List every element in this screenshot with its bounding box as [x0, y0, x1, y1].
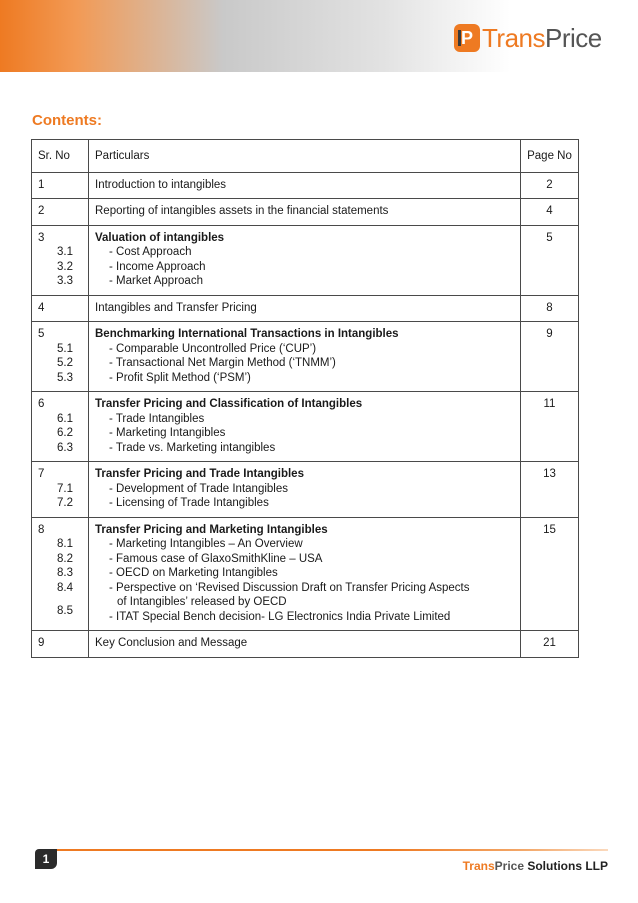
contents-table [31, 139, 579, 658]
row-numbers [32, 392, 89, 462]
transprice-logo [454, 22, 602, 54]
row-number: 6 [38, 398, 45, 410]
row-particulars [89, 392, 521, 462]
sub-item: - OECD on Marketing Intangibles [109, 567, 278, 579]
sub-number: 6.1 [57, 412, 73, 425]
row-number: 1 [32, 172, 89, 199]
row-numbers [32, 517, 89, 631]
row-title: Reporting of intangibles assets in the financial statements [89, 199, 521, 226]
sub-number: 8.5 [57, 605, 73, 617]
table-header-row [32, 140, 579, 173]
row-title: Valuation of intangibles [95, 231, 225, 244]
row-particulars [89, 517, 521, 631]
table-row [32, 225, 579, 295]
table-row [32, 172, 579, 199]
sub-number: 7.1 [57, 482, 73, 495]
row-numbers [32, 322, 89, 392]
row-title: Intangibles and Transfer Pricing [89, 295, 521, 322]
sub-item: - Comparable Uncontrolled Price (‘CUP’) [109, 342, 317, 355]
logo-wordmark [482, 23, 602, 54]
table-row [32, 322, 579, 392]
header-page-no: Page No [521, 140, 579, 173]
sub-number: 7.2 [57, 497, 73, 509]
sub-item: - ITAT Special Bench decision- LG Electronics India Private Limited [109, 610, 451, 623]
sub-number: 8.1 [57, 538, 73, 550]
sub-item: - Market Approach [109, 275, 203, 287]
footer-company-name [463, 859, 608, 873]
row-number: 2 [32, 199, 89, 226]
sub-number: 5.1 [57, 342, 73, 355]
row-number: 3 [38, 231, 45, 244]
row-title: Transfer Pricing and Trade Intangibles [95, 468, 304, 480]
row-number: 7 [38, 468, 45, 480]
sub-item: - Profit Split Method (‘PSM’) [109, 371, 251, 384]
sub-item-continuation: of Intangibles’ released by OECD [117, 596, 287, 608]
sub-number-spacer [38, 595, 82, 604]
row-page: 9 [521, 322, 579, 392]
row-title: Key Conclusion and Message [89, 631, 521, 658]
row-title: Introduction to intangibles [89, 172, 521, 199]
footer-price-text: Price [494, 859, 524, 873]
logo-mark-icon: P [454, 24, 480, 52]
sub-number: 3.1 [57, 246, 73, 258]
row-particulars [89, 322, 521, 392]
sub-number: 6.2 [57, 427, 73, 439]
row-number: 9 [32, 631, 89, 658]
row-page: 13 [521, 462, 579, 518]
contents-heading: Contents: [32, 112, 102, 129]
sub-number: 3.2 [57, 260, 73, 273]
row-page: 11 [521, 392, 579, 462]
sub-number: 3.3 [57, 275, 73, 287]
sub-item: - Transactional Net Margin Method (‘TNMM’) [109, 357, 336, 369]
row-number: 5 [38, 328, 45, 340]
table-row [32, 631, 579, 658]
row-page: 4 [521, 199, 579, 226]
row-page: 15 [521, 517, 579, 631]
page-number-badge: 1 [35, 849, 57, 869]
footer-suffix-text: Solutions LLP [524, 859, 608, 873]
row-page: 8 [521, 295, 579, 322]
logo-trans-text: Trans [482, 22, 545, 53]
row-page: 5 [521, 225, 579, 295]
table-row [32, 517, 579, 631]
sub-item: - Licensing of Trade Intangibles [109, 497, 269, 509]
sub-number: 8.2 [57, 552, 73, 565]
footer-rule [56, 849, 608, 851]
row-title: Transfer Pricing and Classification of Intangibles [95, 398, 363, 410]
row-title: Transfer Pricing and Marketing Intangibles [95, 523, 328, 536]
table-row [32, 462, 579, 518]
sub-item: - Trade Intangibles [109, 412, 205, 425]
sub-number: 5.3 [57, 371, 73, 384]
sub-item: - Development of Trade Intangibles [109, 482, 288, 495]
footer-trans-text: Trans [462, 859, 495, 873]
sub-item: - Marketing Intangibles [109, 427, 226, 439]
header-sr-no: Sr. No [32, 140, 89, 173]
sub-number: 8.3 [57, 567, 73, 579]
row-title: Benchmarking International Transactions in Intangibles [95, 328, 399, 340]
sub-number: 5.2 [57, 357, 73, 369]
row-number: 8 [38, 523, 45, 536]
sub-number: 8.4 [57, 581, 73, 594]
sub-item: - Perspective on ‘Revised Discussion Draft on Transfer Pricing Aspects [109, 581, 470, 594]
sub-item: - Income Approach [109, 260, 206, 273]
row-page: 2 [521, 172, 579, 199]
sub-number: 6.3 [57, 441, 73, 454]
row-numbers [32, 225, 89, 295]
row-particulars [89, 462, 521, 518]
logo-price-text: Price [545, 22, 602, 53]
table-row [32, 392, 579, 462]
row-numbers [32, 462, 89, 518]
header-particulars: Particulars [89, 140, 521, 173]
sub-item: - Famous case of GlaxoSmithKline – USA [109, 552, 323, 565]
sub-item: - Cost Approach [109, 246, 192, 258]
sub-item: - Marketing Intangibles – An Overview [109, 538, 303, 550]
row-number: 4 [32, 295, 89, 322]
row-particulars [89, 225, 521, 295]
table-row [32, 199, 579, 226]
table-row [32, 295, 579, 322]
sub-item: - Trade vs. Marketing intangibles [109, 441, 276, 454]
row-page: 21 [521, 631, 579, 658]
